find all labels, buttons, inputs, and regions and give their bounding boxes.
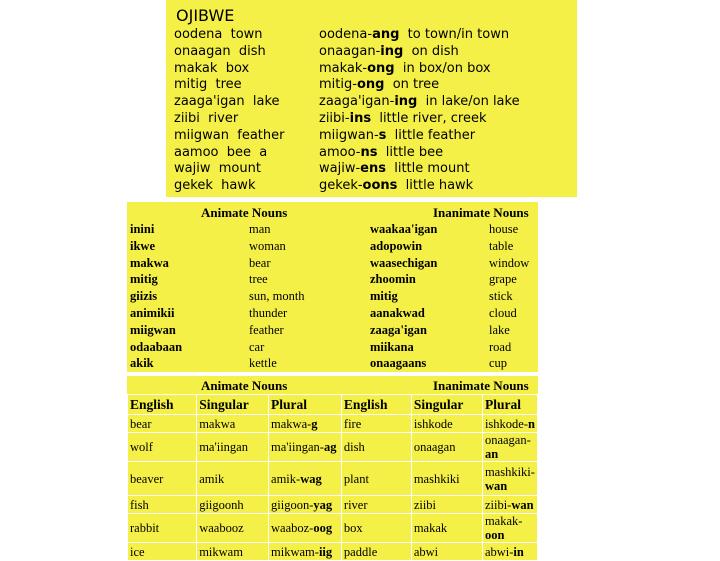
column-header-text: Plural	[271, 396, 308, 412]
singular-word: giigoonh	[199, 497, 244, 512]
inanimate-noun-gloss: table	[489, 238, 514, 253]
animate-noun-word: giizis	[130, 289, 158, 304]
word-stem: mitig-	[319, 77, 357, 93]
inanimate-plural-cell	[482, 514, 537, 543]
english-word: fish	[130, 497, 149, 512]
plural-suffix: iig	[318, 544, 333, 559]
plural-suffix: in	[513, 544, 524, 559]
suffixed-word-line	[319, 145, 520, 162]
plural-suffix: n	[528, 416, 535, 431]
noun-list-panel	[127, 202, 538, 372]
base-word-line: wajiw mount	[174, 161, 261, 177]
plural-suffix: g	[311, 416, 318, 431]
table-row	[128, 514, 538, 543]
inanimate-noun-gloss: cloud	[489, 306, 517, 320]
animate-plural-cell	[269, 543, 342, 561]
inanimate-singular-cell	[411, 543, 482, 561]
singular-word: makwa	[199, 416, 236, 431]
animate-noun-word: animikii	[130, 306, 175, 320]
english-word: box	[343, 521, 363, 535]
word-suffix: ong	[367, 60, 395, 76]
inanimate-noun-gloss: window	[489, 255, 530, 270]
english-word: wolf	[130, 440, 153, 454]
inanimate-noun-gloss: grape	[489, 272, 517, 287]
column-header-text: Plural	[484, 396, 521, 412]
plural-stem: ma'iingan-	[271, 440, 324, 454]
word-stem: oodena-	[319, 27, 373, 42]
animate-noun-gloss: feather	[249, 322, 284, 337]
suffixed-word-line	[319, 27, 520, 44]
animate-noun-gloss: tree	[249, 272, 268, 287]
word-gloss: little mount	[385, 161, 470, 177]
word-stem: onaagan-	[319, 43, 381, 59]
word-suffix: ang	[372, 27, 400, 42]
english-word: ice	[130, 544, 145, 559]
base-word-line: ziibi river	[174, 110, 239, 126]
base-word-line: gekek hawk	[174, 178, 256, 194]
singular-word: makak	[413, 521, 448, 535]
animate-english-cell	[128, 415, 197, 433]
word-gloss: little bee	[377, 144, 444, 160]
singular-word: abwi	[413, 544, 439, 559]
column-header	[482, 395, 537, 415]
inanimate-nouns-header: Inanimate Nouns	[433, 205, 529, 220]
animate-noun-word: odaabaan	[130, 339, 183, 354]
table-row	[128, 462, 538, 496]
inanimate-plural-cell	[482, 433, 537, 462]
inanimate-singular-cell	[411, 514, 482, 543]
word-suffix: ens	[360, 161, 386, 177]
table-row	[128, 433, 538, 462]
plural-stem: makak-	[484, 514, 523, 528]
english-word: dish	[343, 440, 365, 454]
inanimate-noun-word: mitig	[370, 289, 398, 304]
inanimate-singular-cell	[411, 462, 482, 496]
animate-noun-gloss: woman	[249, 238, 286, 253]
column-header	[341, 395, 411, 415]
plural-stem: ziibi-	[484, 497, 512, 512]
animate-singular-cell	[197, 514, 269, 543]
base-word-line: makak box	[174, 60, 250, 76]
plural-inanimate-header: Inanimate Nouns	[433, 378, 529, 393]
singular-word: ziibi	[413, 497, 437, 512]
plural-suffix: oog	[313, 521, 333, 535]
base-word-line: mitig tree	[174, 77, 242, 93]
suffixed-word-line	[319, 111, 520, 128]
column-header	[269, 395, 342, 415]
animate-noun-word: makwa	[130, 255, 169, 270]
inanimate-noun-word: zaaga'igan	[370, 322, 427, 337]
singular-word: mikwam	[199, 544, 243, 559]
animate-plural-cell	[269, 415, 342, 433]
inanimate-english-cell	[341, 433, 411, 462]
inanimate-english-cell	[341, 514, 411, 543]
word-stem: miigwan-	[319, 127, 379, 143]
plural-suffix: yag	[313, 497, 333, 512]
table-row	[128, 543, 538, 561]
animate-noun-gloss: car	[249, 339, 265, 354]
inanimate-plural-cell	[482, 415, 537, 433]
suffixed-word-line	[319, 94, 520, 111]
base-word-line: oodena town	[174, 27, 263, 42]
inanimate-english-cell	[341, 462, 411, 496]
animate-singular-cell	[197, 433, 269, 462]
word-gloss: in box/on box	[394, 60, 491, 76]
base-word-line: miigwan feather	[174, 127, 285, 143]
animate-singular-cell	[197, 496, 269, 514]
plural-stem: mikwam-	[271, 544, 319, 559]
animate-singular-cell	[197, 415, 269, 433]
word-suffix: ins	[349, 110, 372, 126]
suffixed-word-line	[319, 44, 520, 61]
base-words-column	[174, 27, 284, 195]
english-word: beaver	[130, 471, 164, 486]
english-word: river	[343, 497, 368, 512]
animate-english-cell	[128, 496, 197, 514]
suffixed-word-line	[319, 77, 520, 94]
inanimate-english-cell	[341, 415, 411, 433]
plural-suffix: wan	[511, 497, 534, 512]
animate-nouns-header: Animate Nouns	[201, 205, 288, 220]
english-word: plant	[343, 471, 369, 486]
word-stem: wajiw-	[319, 161, 361, 177]
inanimate-noun-word: onaagaans	[370, 356, 427, 371]
plural-stem: makwa-	[271, 416, 312, 431]
inanimate-noun-gloss: lake	[489, 322, 510, 337]
column-header-text: Singular	[199, 396, 249, 412]
plural-stem: ishkode-	[484, 416, 529, 431]
suffixed-word-line	[319, 61, 520, 78]
word-stem: makak-	[319, 60, 368, 76]
column-header-text: English	[343, 396, 388, 412]
animate-noun-word: mitig	[130, 272, 158, 287]
english-word: rabbit	[130, 521, 160, 535]
singular-word: amik	[199, 471, 225, 486]
plural-suffix: wan	[484, 478, 508, 493]
inanimate-english-cell	[341, 496, 411, 514]
plural-suffix: wag	[300, 471, 322, 486]
animate-noun-gloss: bear	[249, 255, 271, 270]
plural-stem: onaagan-	[484, 433, 531, 447]
plural-table	[127, 394, 538, 561]
table-row	[128, 415, 538, 433]
ojibwe-vocabulary-panel	[166, 0, 577, 197]
inanimate-plural-cell	[482, 543, 537, 561]
word-gloss: to town/in town	[399, 27, 510, 42]
inanimate-noun-gloss: road	[489, 339, 512, 354]
animate-noun-gloss: sun, month	[249, 289, 305, 304]
inanimate-noun-word: waasechigan	[370, 255, 438, 270]
word-stem: zaaga'igan-	[319, 94, 395, 110]
inanimate-noun-gloss: cup	[489, 356, 508, 371]
plural-stem: mashkiki-	[484, 464, 535, 479]
word-gloss: little hawk	[397, 178, 474, 194]
word-suffix: ing	[380, 43, 404, 59]
animate-singular-cell	[197, 543, 269, 561]
animate-english-cell	[128, 543, 197, 561]
plural-stem: waaboz-	[271, 521, 314, 535]
animate-noun-gloss: man	[249, 222, 271, 236]
column-header	[197, 395, 269, 415]
animate-plural-cell	[269, 514, 342, 543]
word-gloss: in lake/on lake	[417, 94, 520, 110]
column-header-text: English	[130, 396, 174, 412]
animate-singular-cell	[197, 462, 269, 496]
suffixed-words-column	[319, 27, 520, 195]
word-gloss: little feather	[386, 127, 476, 143]
suffixed-word-line	[319, 161, 520, 178]
word-stem: amoo-	[319, 144, 361, 160]
animate-plural-cell	[269, 433, 342, 462]
singular-word: onaagan	[413, 440, 456, 454]
plural-suffix: an	[484, 447, 499, 461]
word-stem: gekek-	[319, 178, 363, 194]
inanimate-plural-cell	[482, 496, 537, 514]
suffixed-word-line	[319, 178, 520, 195]
english-word: fire	[343, 416, 362, 431]
singular-word: mashkiki	[413, 471, 460, 486]
inanimate-singular-cell	[411, 415, 482, 433]
plural-animate-header: Animate Nouns	[201, 378, 288, 393]
inanimate-noun-gloss: house	[489, 222, 519, 236]
column-header	[128, 395, 197, 415]
table-row	[128, 496, 538, 514]
english-word: paddle	[343, 544, 378, 559]
animate-noun-word: akik	[130, 356, 154, 371]
word-suffix: s	[378, 127, 387, 143]
word-suffix: oons	[362, 178, 398, 194]
plural-stem: amik-	[271, 471, 301, 486]
animate-english-cell	[128, 462, 197, 496]
singular-word: ma'iingan	[199, 440, 248, 454]
base-word-line: zaaga'igan lake	[174, 94, 280, 110]
column-header	[411, 395, 482, 415]
singular-word: waabooz	[199, 521, 244, 535]
word-gloss: on dish	[403, 43, 459, 59]
word-suffix: ong	[356, 77, 385, 93]
inanimate-noun-word: adopowin	[370, 238, 423, 253]
inanimate-noun-word: waakaa'igan	[370, 222, 438, 236]
animate-noun-gloss: thunder	[249, 306, 288, 320]
inanimate-noun-word: aanakwad	[370, 306, 425, 320]
word-gloss: on tree	[384, 77, 440, 93]
base-word-line: aamoo bee a	[174, 144, 268, 160]
plural-stem: giigoon-	[271, 497, 314, 512]
plural-suffix: oon	[484, 528, 505, 542]
column-header-text: Singular	[413, 396, 464, 412]
animate-noun-word: ikwe	[130, 238, 155, 253]
animate-plural-cell	[269, 496, 342, 514]
animate-english-cell	[128, 433, 197, 462]
inanimate-noun-word: zhoomin	[370, 272, 416, 287]
animate-noun-word: inini	[130, 222, 155, 236]
animate-noun-word: miigwan	[130, 322, 176, 337]
word-suffix: ns	[360, 144, 378, 160]
animate-english-cell	[128, 514, 197, 543]
plural-stem: abwi-	[484, 544, 514, 559]
inanimate-plural-cell	[482, 462, 537, 496]
english-word: bear	[130, 416, 152, 431]
page-title: OJIBWE	[176, 6, 235, 25]
inanimate-english-cell	[341, 543, 411, 561]
word-stem: ziibi-	[319, 110, 350, 126]
animate-plural-cell	[269, 462, 342, 496]
inanimate-noun-word: miikana	[370, 339, 414, 354]
base-word-line: onaagan dish	[174, 43, 266, 59]
animate-noun-gloss: kettle	[249, 356, 277, 371]
inanimate-singular-cell	[411, 433, 482, 462]
inanimate-singular-cell	[411, 496, 482, 514]
word-gloss: little river, creek	[371, 110, 487, 126]
plural-suffix: ag	[323, 440, 337, 454]
word-suffix: ing	[394, 94, 418, 110]
suffixed-word-line	[319, 128, 520, 145]
plural-table-panel	[127, 376, 538, 559]
singular-word: ishkode	[413, 416, 453, 431]
inanimate-noun-gloss: stick	[489, 289, 513, 304]
